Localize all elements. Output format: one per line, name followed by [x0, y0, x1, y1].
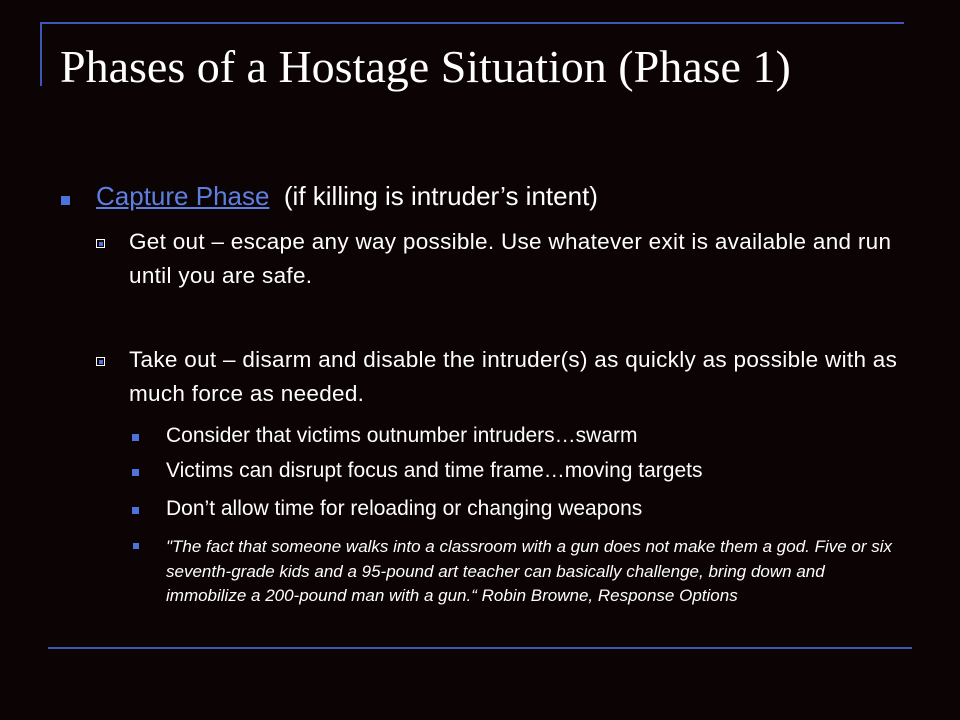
square-bullet-icon: [132, 507, 139, 514]
hollow-square-bullet-icon: [96, 357, 105, 366]
top-divider: [40, 22, 904, 24]
bottom-divider: [48, 647, 912, 649]
capture-phase-text: (if killing is intruder’s intent): [269, 181, 598, 211]
slide-title: Phases of a Hostage Situation (Phase 1): [60, 41, 791, 92]
point-reloading: Don’t allow time for reloading or changing weapons: [166, 497, 643, 520]
square-bullet-icon: [133, 543, 139, 549]
bullet-capture-phase: [96, 181, 598, 212]
left-divider: [40, 22, 42, 86]
square-bullet-icon: [132, 469, 139, 476]
point-swarm: Consider that victims outnumber intruders…swarm: [166, 424, 638, 447]
sub-bullet-get-out: Get out – escape any way possible. Use whatever exit is available and run until you are safe.: [129, 229, 892, 288]
sub-bullet-take-out: Take out – disarm and disable the intruder(s) as quickly as possible with as much force as needed.: [129, 347, 898, 406]
square-bullet-icon: [132, 434, 139, 441]
point-moving-targets: Victims can disrupt focus and time frame…moving targets: [166, 459, 703, 482]
square-bullet-icon: [61, 196, 70, 205]
quote-text: "The fact that someone walks into a classroom with a gun does not make them a god. Five or six seventh-grade kids and a 95-pound art teacher can basically challenge, bring down and immobilize a 200-pound man with a gun.“ Robin Browne, Response Options: [166, 537, 893, 605]
hollow-square-bullet-icon: [96, 239, 105, 248]
capture-phase-link[interactable]: Capture Phase: [96, 181, 270, 211]
